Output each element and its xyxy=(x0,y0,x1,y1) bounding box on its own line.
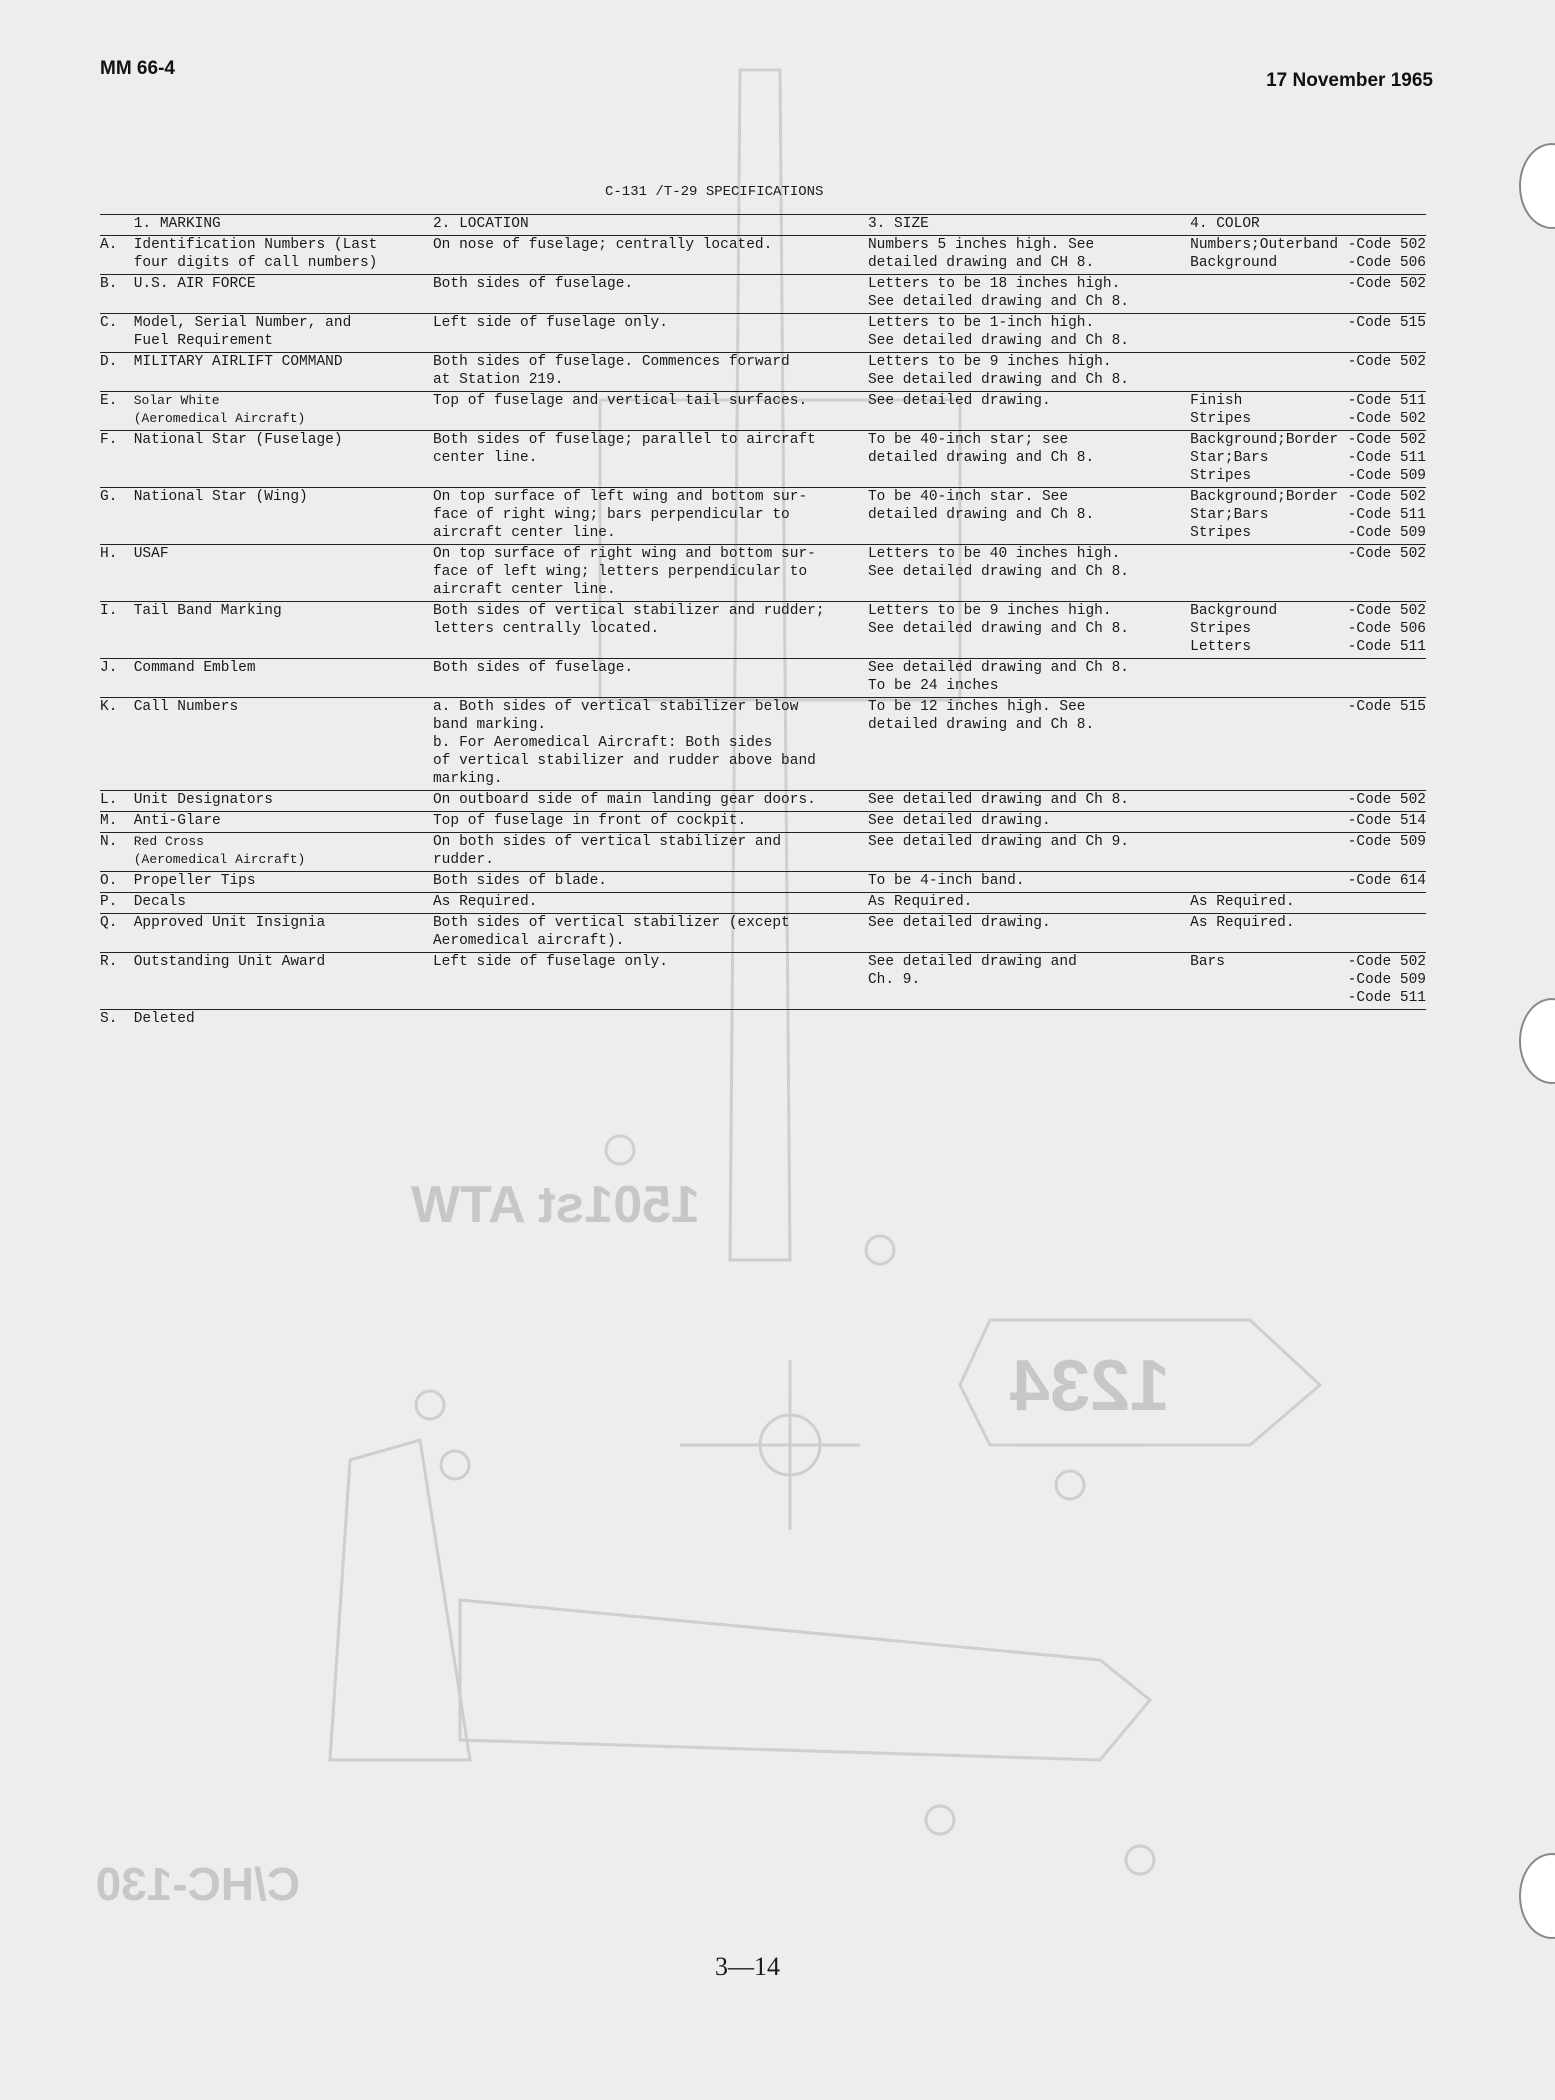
row-id: A. xyxy=(100,236,134,275)
color-code: -Code 502 xyxy=(1347,411,1426,427)
row-size: To be 12 inches high. See detailed drawing and Ch 8. xyxy=(868,698,1190,791)
row-id: R. xyxy=(100,953,134,1010)
row-marking: Anti-Glare xyxy=(134,812,433,833)
document-id: MM 66-4 xyxy=(100,58,175,79)
table-row xyxy=(100,698,1426,791)
table-row xyxy=(100,953,1426,1010)
drawing-label-callnumber: 1234 xyxy=(1009,1346,1170,1426)
row-id: O. xyxy=(100,872,134,893)
color-entry xyxy=(1190,638,1426,656)
color-code: -Code 506 xyxy=(1347,621,1426,637)
row-id: N. xyxy=(100,833,134,872)
row-size: See detailed drawing. xyxy=(868,914,1190,953)
row-marking: Deleted xyxy=(133,1011,195,1027)
row-size: As Required. xyxy=(868,893,1190,914)
row-id: C. xyxy=(100,314,134,353)
row-id: Q. xyxy=(100,914,134,953)
table-row xyxy=(100,431,1426,488)
row-marking: USAF xyxy=(134,545,433,602)
row-location: On outboard side of main landing gear doors. xyxy=(433,791,868,812)
row-id: H. xyxy=(100,545,134,602)
row-marking: Identification Numbers (Last four digits of call numbers) xyxy=(134,236,433,275)
row-color xyxy=(1190,275,1426,314)
table-row-deleted xyxy=(100,1010,1426,1031)
table-row xyxy=(100,314,1426,353)
color-code: -Code 502 xyxy=(1347,432,1426,448)
row-size: See detailed drawing and Ch 9. xyxy=(868,833,1190,872)
row-id: M. xyxy=(100,812,134,833)
row-color xyxy=(1190,431,1426,488)
table-row xyxy=(100,545,1426,602)
color-entry xyxy=(1190,620,1426,638)
row-location: On top surface of right wing and bottom sur- face of left wing; letters perpendicular to aircraft center line. xyxy=(433,545,868,602)
row-size: Numbers 5 inches high. See detailed drawing and CH 8. xyxy=(868,236,1190,275)
row-color xyxy=(1190,353,1426,392)
row-color xyxy=(1190,914,1426,953)
color-label: Star;Bars xyxy=(1190,450,1269,466)
color-entry xyxy=(1190,812,1426,830)
row-marking: Approved Unit Insignia xyxy=(134,914,433,953)
row-color xyxy=(1190,488,1426,545)
color-code: -Code 515 xyxy=(1347,315,1426,331)
color-entry xyxy=(1190,833,1426,851)
row-id: I. xyxy=(100,602,134,659)
row-id: G. xyxy=(100,488,134,545)
row-location: On top surface of left wing and bottom sur- face of right wing; bars perpendicular to aircraft center line. xyxy=(433,488,868,545)
row-marking: U.S. AIR FORCE xyxy=(134,275,433,314)
row-location: Both sides of fuselage. Commences forward at Station 219. xyxy=(433,353,868,392)
row-size: Letters to be 18 inches high. See detailed drawing and Ch 8. xyxy=(868,275,1190,314)
row-color xyxy=(1190,953,1426,1010)
table-row xyxy=(100,833,1426,872)
row-color xyxy=(1190,602,1426,659)
row-location: Both sides of fuselage; parallel to aircraft center line. xyxy=(433,431,868,488)
row-id: K. xyxy=(100,698,134,791)
row-id: E. xyxy=(100,392,134,431)
row-id: D. xyxy=(100,353,134,392)
row-size: Letters to be 9 inches high. See detailed drawing and Ch 8. xyxy=(868,602,1190,659)
row-location: On nose of fuselage; centrally located. xyxy=(433,236,868,275)
row-location: Both sides of fuselage. xyxy=(433,275,868,314)
row-id: P. xyxy=(100,893,134,914)
header-color: 4. COLOR xyxy=(1190,215,1426,236)
row-marking: Unit Designators xyxy=(134,791,433,812)
color-entry xyxy=(1190,236,1426,254)
row-color xyxy=(1190,314,1426,353)
row-marking: Propeller Tips xyxy=(134,872,433,893)
row-size: To be 4-inch band. xyxy=(868,872,1190,893)
color-code: -Code 511 xyxy=(1347,639,1426,655)
color-entry xyxy=(1190,353,1426,371)
color-code: -Code 502 xyxy=(1347,354,1426,370)
header-id xyxy=(100,215,134,236)
table-body xyxy=(100,236,1426,1031)
row-id: B. xyxy=(100,275,134,314)
color-code: -Code 502 xyxy=(1347,603,1426,619)
color-code: -Code 509 xyxy=(1347,972,1426,988)
table-row xyxy=(100,602,1426,659)
color-label: Background xyxy=(1190,255,1278,271)
color-code: -Code 509 xyxy=(1347,468,1426,484)
row-location: Left side of fuselage only. xyxy=(433,953,868,1010)
row-size: See detailed drawing and Ch 8. xyxy=(868,791,1190,812)
header-marking: 1. MARKING xyxy=(134,215,433,236)
row-color xyxy=(1190,392,1426,431)
header-size: 3. SIZE xyxy=(868,215,1190,236)
row-size: Letters to be 40 inches high. See detailed drawing and Ch 8. xyxy=(868,545,1190,602)
row-size: Letters to be 9 inches high. See detailed drawing and Ch 8. xyxy=(868,353,1190,392)
color-label: Finish xyxy=(1190,393,1243,409)
color-code: -Code 515 xyxy=(1347,699,1426,715)
drawing-label-aircraft: C/HC-130 xyxy=(95,1858,300,1910)
table-row xyxy=(100,791,1426,812)
color-entry xyxy=(1190,392,1426,410)
color-code: -Code 514 xyxy=(1347,813,1426,829)
color-entry xyxy=(1190,602,1426,620)
color-code: -Code 511 xyxy=(1347,393,1426,409)
color-entry xyxy=(1190,989,1426,1007)
page-number: 3—14 xyxy=(715,1952,780,1981)
row-location: a. Both sides of vertical stabilizer below band marking. b. For Aeromedical Aircraft: Both sides of vertical stabilizer and rudder above band marking. xyxy=(433,698,868,791)
color-label: Star;Bars xyxy=(1190,507,1269,523)
color-label: Background;Border xyxy=(1190,489,1339,505)
row-color xyxy=(1190,893,1426,914)
row-id: S. xyxy=(100,1011,118,1027)
color-label: Stripes xyxy=(1190,621,1252,637)
row-color xyxy=(1190,545,1426,602)
color-entry xyxy=(1190,971,1426,989)
table-title: C-131 /T-29 SPECIFICATIONS xyxy=(605,184,824,200)
color-code: -Code 614 xyxy=(1347,873,1426,889)
row-size: Letters to be 1-inch high. See detailed drawing and Ch 8. xyxy=(868,314,1190,353)
table-row xyxy=(100,812,1426,833)
color-label: Letters xyxy=(1190,639,1252,655)
row-marking: Command Emblem xyxy=(134,659,433,698)
table-row xyxy=(100,488,1426,545)
color-label: Bars xyxy=(1190,954,1225,970)
color-code: -Code 511 xyxy=(1347,507,1426,523)
row-marking: National Star (Wing) xyxy=(134,488,433,545)
color-entry xyxy=(1190,524,1426,542)
table-row xyxy=(100,659,1426,698)
color-label: Stripes xyxy=(1190,468,1252,484)
row-color xyxy=(1190,833,1426,872)
row-marking: Outstanding Unit Award xyxy=(134,953,433,1010)
table-row xyxy=(100,392,1426,431)
row-location: Top of fuselage and vertical tail surfaces. xyxy=(433,392,868,431)
row-color xyxy=(1190,659,1426,698)
color-entry xyxy=(1190,791,1426,809)
color-entry xyxy=(1190,893,1426,911)
row-color xyxy=(1190,698,1426,791)
color-entry xyxy=(1190,545,1426,563)
color-label: Stripes xyxy=(1190,411,1252,427)
color-entry xyxy=(1190,275,1426,293)
table-row xyxy=(100,893,1426,914)
color-entry xyxy=(1190,872,1426,890)
row-marking: Tail Band Marking xyxy=(134,602,433,659)
color-entry xyxy=(1190,698,1426,716)
row-id: J. xyxy=(100,659,134,698)
color-entry xyxy=(1190,914,1426,932)
row-marking: Call Numbers xyxy=(134,698,433,791)
color-entry xyxy=(1190,449,1426,467)
row-marking: MILITARY AIRLIFT COMMAND xyxy=(134,353,433,392)
color-code: -Code 509 xyxy=(1347,525,1426,541)
table-header-row xyxy=(100,215,1426,236)
color-label: As Required. xyxy=(1190,894,1295,910)
row-marking: National Star (Fuselage) xyxy=(134,431,433,488)
row-id: F. xyxy=(100,431,134,488)
row-marking: Decals xyxy=(134,893,433,914)
color-entry xyxy=(1190,254,1426,272)
table-row xyxy=(100,236,1426,275)
row-color xyxy=(1190,872,1426,893)
row-size: See detailed drawing. xyxy=(868,392,1190,431)
color-label: Background;Border xyxy=(1190,432,1339,448)
row-size: To be 40-inch star. See detailed drawing and Ch 8. xyxy=(868,488,1190,545)
row-color xyxy=(1190,812,1426,833)
color-code: -Code 509 xyxy=(1347,834,1426,850)
row-size: See detailed drawing and Ch 8. To be 24 inches xyxy=(868,659,1190,698)
row-size: See detailed drawing and Ch. 9. xyxy=(868,953,1190,1010)
specifications-table xyxy=(100,214,1426,1030)
table-row xyxy=(100,872,1426,893)
drawing-label-unit: 1501st ATW xyxy=(411,1176,700,1234)
row-location: Left side of fuselage only. xyxy=(433,314,868,353)
color-code: -Code 511 xyxy=(1347,450,1426,466)
color-code: -Code 502 xyxy=(1347,489,1426,505)
row-location: Both sides of blade. xyxy=(433,872,868,893)
row-marking: Solar White (Aeromedical Aircraft) xyxy=(134,392,433,431)
table-row xyxy=(100,914,1426,953)
row-location: As Required. xyxy=(433,893,868,914)
row-marking: Model, Serial Number, and Fuel Requirement xyxy=(134,314,433,353)
color-entry xyxy=(1190,314,1426,332)
row-size: To be 40-inch star; see detailed drawing and Ch 8. xyxy=(868,431,1190,488)
color-code: -Code 502 xyxy=(1347,276,1426,292)
color-code: -Code 511 xyxy=(1347,990,1426,1006)
row-location: Both sides of fuselage. xyxy=(433,659,868,698)
color-entry xyxy=(1190,953,1426,971)
row-color xyxy=(1190,791,1426,812)
header-location: 2. LOCATION xyxy=(433,215,868,236)
color-code: -Code 502 xyxy=(1347,792,1426,808)
row-location: Both sides of vertical stabilizer (except Aeromedical aircraft). xyxy=(433,914,868,953)
row-size: See detailed drawing. xyxy=(868,812,1190,833)
row-id: L. xyxy=(100,791,134,812)
color-label: Background xyxy=(1190,603,1278,619)
row-location: Both sides of vertical stabilizer and rudder; letters centrally located. xyxy=(433,602,868,659)
color-entry xyxy=(1190,506,1426,524)
color-label: Numbers;Outerband xyxy=(1190,237,1339,253)
color-code: -Code 506 xyxy=(1347,255,1426,271)
table-row xyxy=(100,353,1426,392)
row-location: Top of fuselage in front of cockpit. xyxy=(433,812,868,833)
color-entry xyxy=(1190,410,1426,428)
row-color xyxy=(1190,236,1426,275)
table-row xyxy=(100,275,1426,314)
document-date: 17 November 1965 xyxy=(1266,70,1433,91)
color-code: -Code 502 xyxy=(1347,546,1426,562)
row-location: On both sides of vertical stabilizer and rudder. xyxy=(433,833,868,872)
color-label: Stripes xyxy=(1190,525,1252,541)
color-code: -Code 502 xyxy=(1347,954,1426,970)
color-label: As Required. xyxy=(1190,915,1295,931)
color-entry xyxy=(1190,431,1426,449)
row-marking: Red Cross (Aeromedical Aircraft) xyxy=(134,833,433,872)
color-entry xyxy=(1190,467,1426,485)
color-code: -Code 502 xyxy=(1347,237,1426,253)
color-entry xyxy=(1190,488,1426,506)
